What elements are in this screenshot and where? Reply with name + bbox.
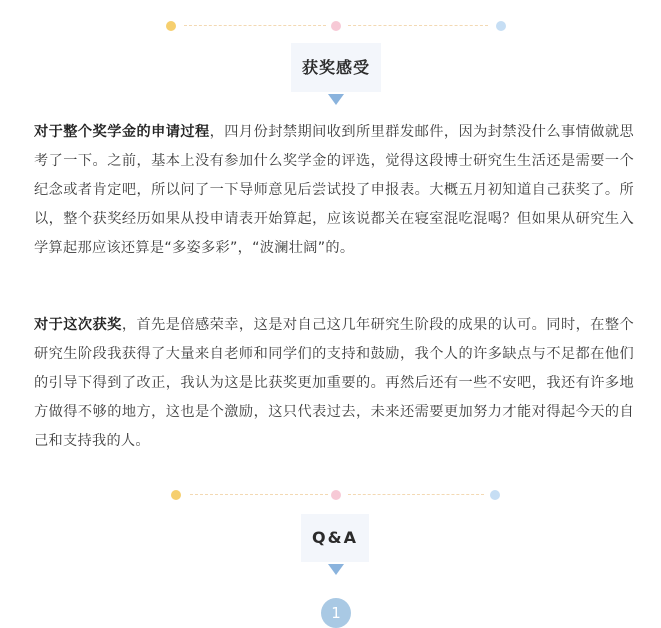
section-title-qa: Q&A — [301, 514, 369, 562]
dot-yellow — [166, 21, 176, 31]
paragraph-body: ，首先是倍感荣幸，这是对自己这几年研究生阶段的成果的认可。同时，在整个研究生阶段我获得了大量来自老师和同学们的支持和鼓励，我个人的许多缺点与不足都在他们的引导下得到了改正，我认为这是比获奖更加重要的。再然后还有一些不安吧，我还有许多地方做得不够的地方，这也是个激励，这只代表过去，未来还需要更加努力才能对得起今天的自己和支持我的人。 — [34, 317, 634, 449]
section-title-award-feelings: 获奖感受 — [291, 43, 381, 92]
paragraph-body: ，四月份封禁期间收到所里群发邮件，因为封禁没什么事情做就思考了一下。之前，基本上没有参加什么奖学金的评选，觉得这段博士研究生生活还是需要一个纪念或者肯定吧，所以问了一下导师意见后尝试投了申报表。大概五月初知道自己获奖了。所以，整个获奖经历如果从投申请表开始算起，应该说都关在寝室混吃混喝？但如果从研究生入学算起那应该还算是“多姿多彩”，“波澜壮阔”的。 — [34, 124, 634, 256]
dot-pink — [331, 490, 341, 500]
paragraph-application-process — [34, 118, 634, 263]
dashed-line-left — [190, 494, 328, 495]
title-pointer — [328, 94, 344, 105]
paragraph-award-reflection — [34, 311, 634, 456]
paragraph-lead: 对于整个奖学金的申请过程 — [34, 124, 210, 140]
dashed-line-right — [348, 25, 488, 26]
bottom-divider — [166, 488, 506, 502]
dot-blue — [490, 490, 500, 500]
dashed-line-left — [184, 25, 326, 26]
paragraph-lead: 对于这次获奖 — [34, 317, 122, 333]
title-pointer — [328, 564, 344, 575]
dot-pink — [331, 21, 341, 31]
dashed-line-right — [348, 494, 484, 495]
dot-blue — [496, 21, 506, 31]
question-number-badge: 1 — [321, 598, 351, 628]
top-divider — [160, 19, 512, 33]
dot-yellow — [171, 490, 181, 500]
